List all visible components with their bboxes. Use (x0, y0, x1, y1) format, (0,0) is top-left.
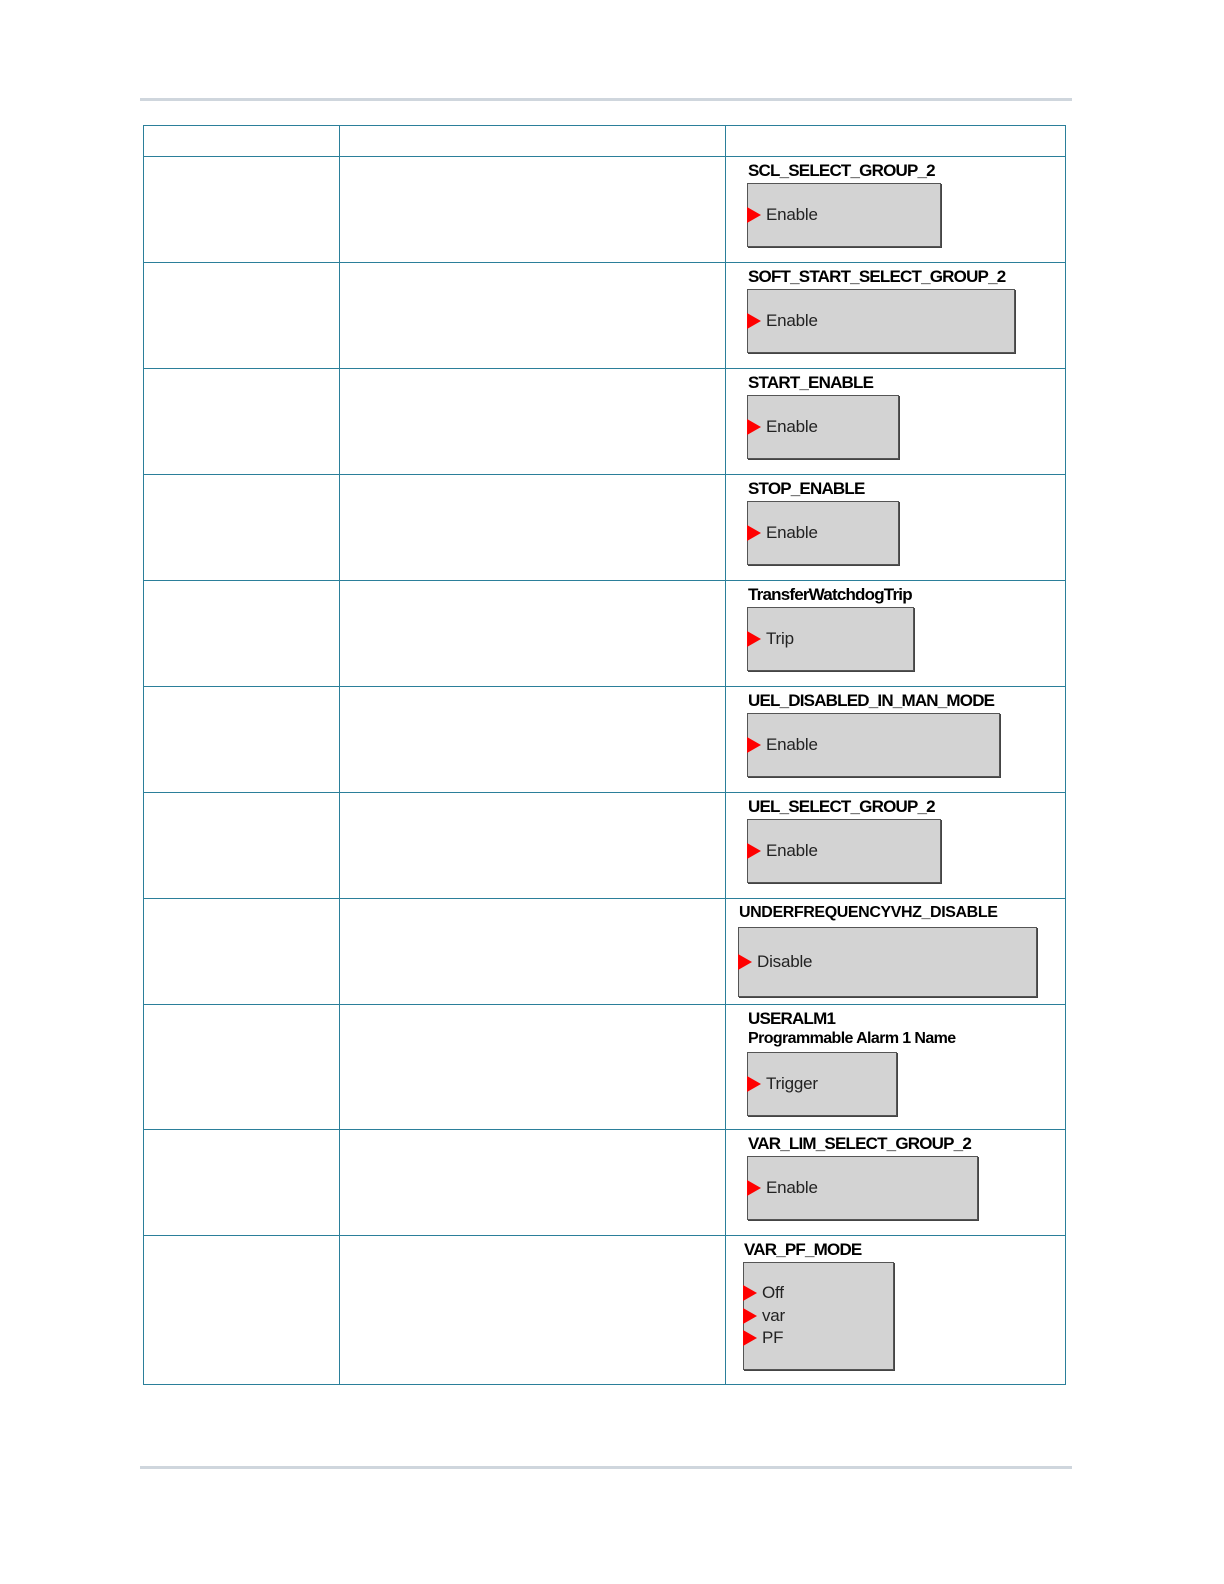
header-cell-1 (144, 126, 340, 157)
input-arrow-icon (747, 525, 761, 541)
input-arrow-icon (743, 1285, 757, 1301)
port-label: PF (762, 1328, 784, 1347)
input-port[interactable] (748, 629, 794, 649)
port-label: Trigger (766, 1074, 818, 1093)
input-arrow-icon (747, 419, 761, 435)
description-cell (340, 1005, 726, 1130)
logic-block[interactable] (747, 819, 941, 883)
input-arrow-icon (743, 1330, 757, 1346)
description-cell (340, 899, 726, 1005)
input-arrow-icon (747, 207, 761, 223)
port-label: var (762, 1306, 786, 1325)
block-cell (726, 899, 1066, 1005)
logic-block[interactable] (747, 501, 899, 565)
block-cell (726, 793, 1066, 899)
block-title: USERALM1 (748, 1009, 836, 1028)
name-cell (144, 581, 340, 687)
block-title: UNDERFREQUENCYVHZ_DISABLE (739, 904, 998, 921)
name-cell (144, 899, 340, 1005)
name-cell (144, 1130, 340, 1236)
header-rule (140, 98, 1072, 101)
name-cell (144, 793, 340, 899)
name-cell (144, 1236, 340, 1385)
port-label: Enable (766, 417, 818, 436)
input-arrow-icon (747, 313, 761, 329)
name-cell (144, 1005, 340, 1130)
description-cell (340, 157, 726, 263)
input-port[interactable] (748, 311, 818, 331)
description-cell (340, 475, 726, 581)
port-label: Trip (766, 629, 794, 648)
block-title: VAR_PF_MODE (744, 1240, 862, 1259)
table-row (144, 899, 1066, 1005)
table-header-row (144, 126, 1066, 157)
name-cell (144, 157, 340, 263)
input-port[interactable] (748, 841, 818, 861)
input-port[interactable] (748, 417, 818, 437)
input-arrow-icon (738, 954, 752, 970)
table-row (144, 687, 1066, 793)
block-cell (726, 263, 1066, 369)
port-label: Enable (766, 841, 818, 860)
table-row (144, 581, 1066, 687)
block-title: TransferWatchdogTrip (748, 585, 912, 604)
table-row (144, 157, 1066, 263)
port-label: Enable (766, 735, 818, 754)
input-arrow-icon (747, 737, 761, 753)
logic-block[interactable] (747, 1052, 897, 1116)
input-arrow-icon (747, 1076, 761, 1092)
input-port[interactable] (748, 1178, 818, 1198)
input-port[interactable] (739, 952, 812, 972)
input-port[interactable] (748, 205, 818, 225)
logic-block[interactable] (738, 927, 1037, 997)
table-row (144, 1236, 1066, 1385)
input-port[interactable] (744, 1328, 783, 1348)
input-port[interactable] (744, 1306, 785, 1326)
logic-block[interactable] (743, 1262, 894, 1370)
name-cell (144, 369, 340, 475)
block-cell (726, 369, 1066, 475)
input-port[interactable] (748, 523, 818, 543)
input-arrow-icon (747, 843, 761, 859)
port-label: Enable (766, 311, 818, 330)
input-arrow-icon (747, 1180, 761, 1196)
table-row (144, 1005, 1066, 1130)
block-title: SCL_SELECT_GROUP_2 (748, 161, 935, 180)
input-arrow-icon (743, 1308, 757, 1324)
description-cell (340, 687, 726, 793)
block-cell (726, 687, 1066, 793)
description-cell (340, 1236, 726, 1385)
input-port[interactable] (744, 1283, 784, 1303)
port-label: Off (762, 1283, 784, 1302)
logic-block[interactable] (747, 183, 941, 247)
block-title: VAR_LIM_SELECT_GROUP_2 (748, 1134, 971, 1153)
table-row (144, 369, 1066, 475)
block-cell (726, 1236, 1066, 1385)
input-arrow-icon (747, 631, 761, 647)
logic-block-table (143, 125, 1066, 1385)
block-title: START_ENABLE (748, 373, 874, 392)
description-cell (340, 581, 726, 687)
name-cell (144, 263, 340, 369)
header-cell-2 (340, 126, 726, 157)
block-subtitle: Programmable Alarm 1 Name (748, 1030, 956, 1047)
block-cell (726, 1005, 1066, 1130)
input-port[interactable] (748, 1074, 818, 1094)
logic-block[interactable] (747, 395, 899, 459)
block-cell (726, 475, 1066, 581)
description-cell (340, 793, 726, 899)
port-label: Enable (766, 523, 818, 542)
input-port[interactable] (748, 735, 818, 755)
logic-block[interactable] (747, 289, 1015, 353)
table-row (144, 1130, 1066, 1236)
logic-block[interactable] (747, 713, 1000, 777)
table-row (144, 793, 1066, 899)
name-cell (144, 475, 340, 581)
description-cell (340, 263, 726, 369)
description-cell (340, 369, 726, 475)
header-cell-3 (726, 126, 1066, 157)
port-label: Enable (766, 205, 818, 224)
block-title: UEL_SELECT_GROUP_2 (748, 797, 935, 816)
table-row (144, 475, 1066, 581)
block-cell (726, 1130, 1066, 1236)
table-row (144, 263, 1066, 369)
name-cell (144, 687, 340, 793)
block-cell (726, 157, 1066, 263)
port-label: Disable (757, 952, 813, 971)
block-title: UEL_DISABLED_IN_MAN_MODE (748, 691, 995, 710)
description-cell (340, 1130, 726, 1236)
block-title: SOFT_START_SELECT_GROUP_2 (748, 267, 1006, 286)
footer-rule (140, 1466, 1072, 1469)
logic-block[interactable] (747, 607, 914, 671)
port-label: Enable (766, 1178, 818, 1197)
block-title: STOP_ENABLE (748, 479, 865, 498)
block-cell (726, 581, 1066, 687)
logic-block[interactable] (747, 1156, 978, 1220)
